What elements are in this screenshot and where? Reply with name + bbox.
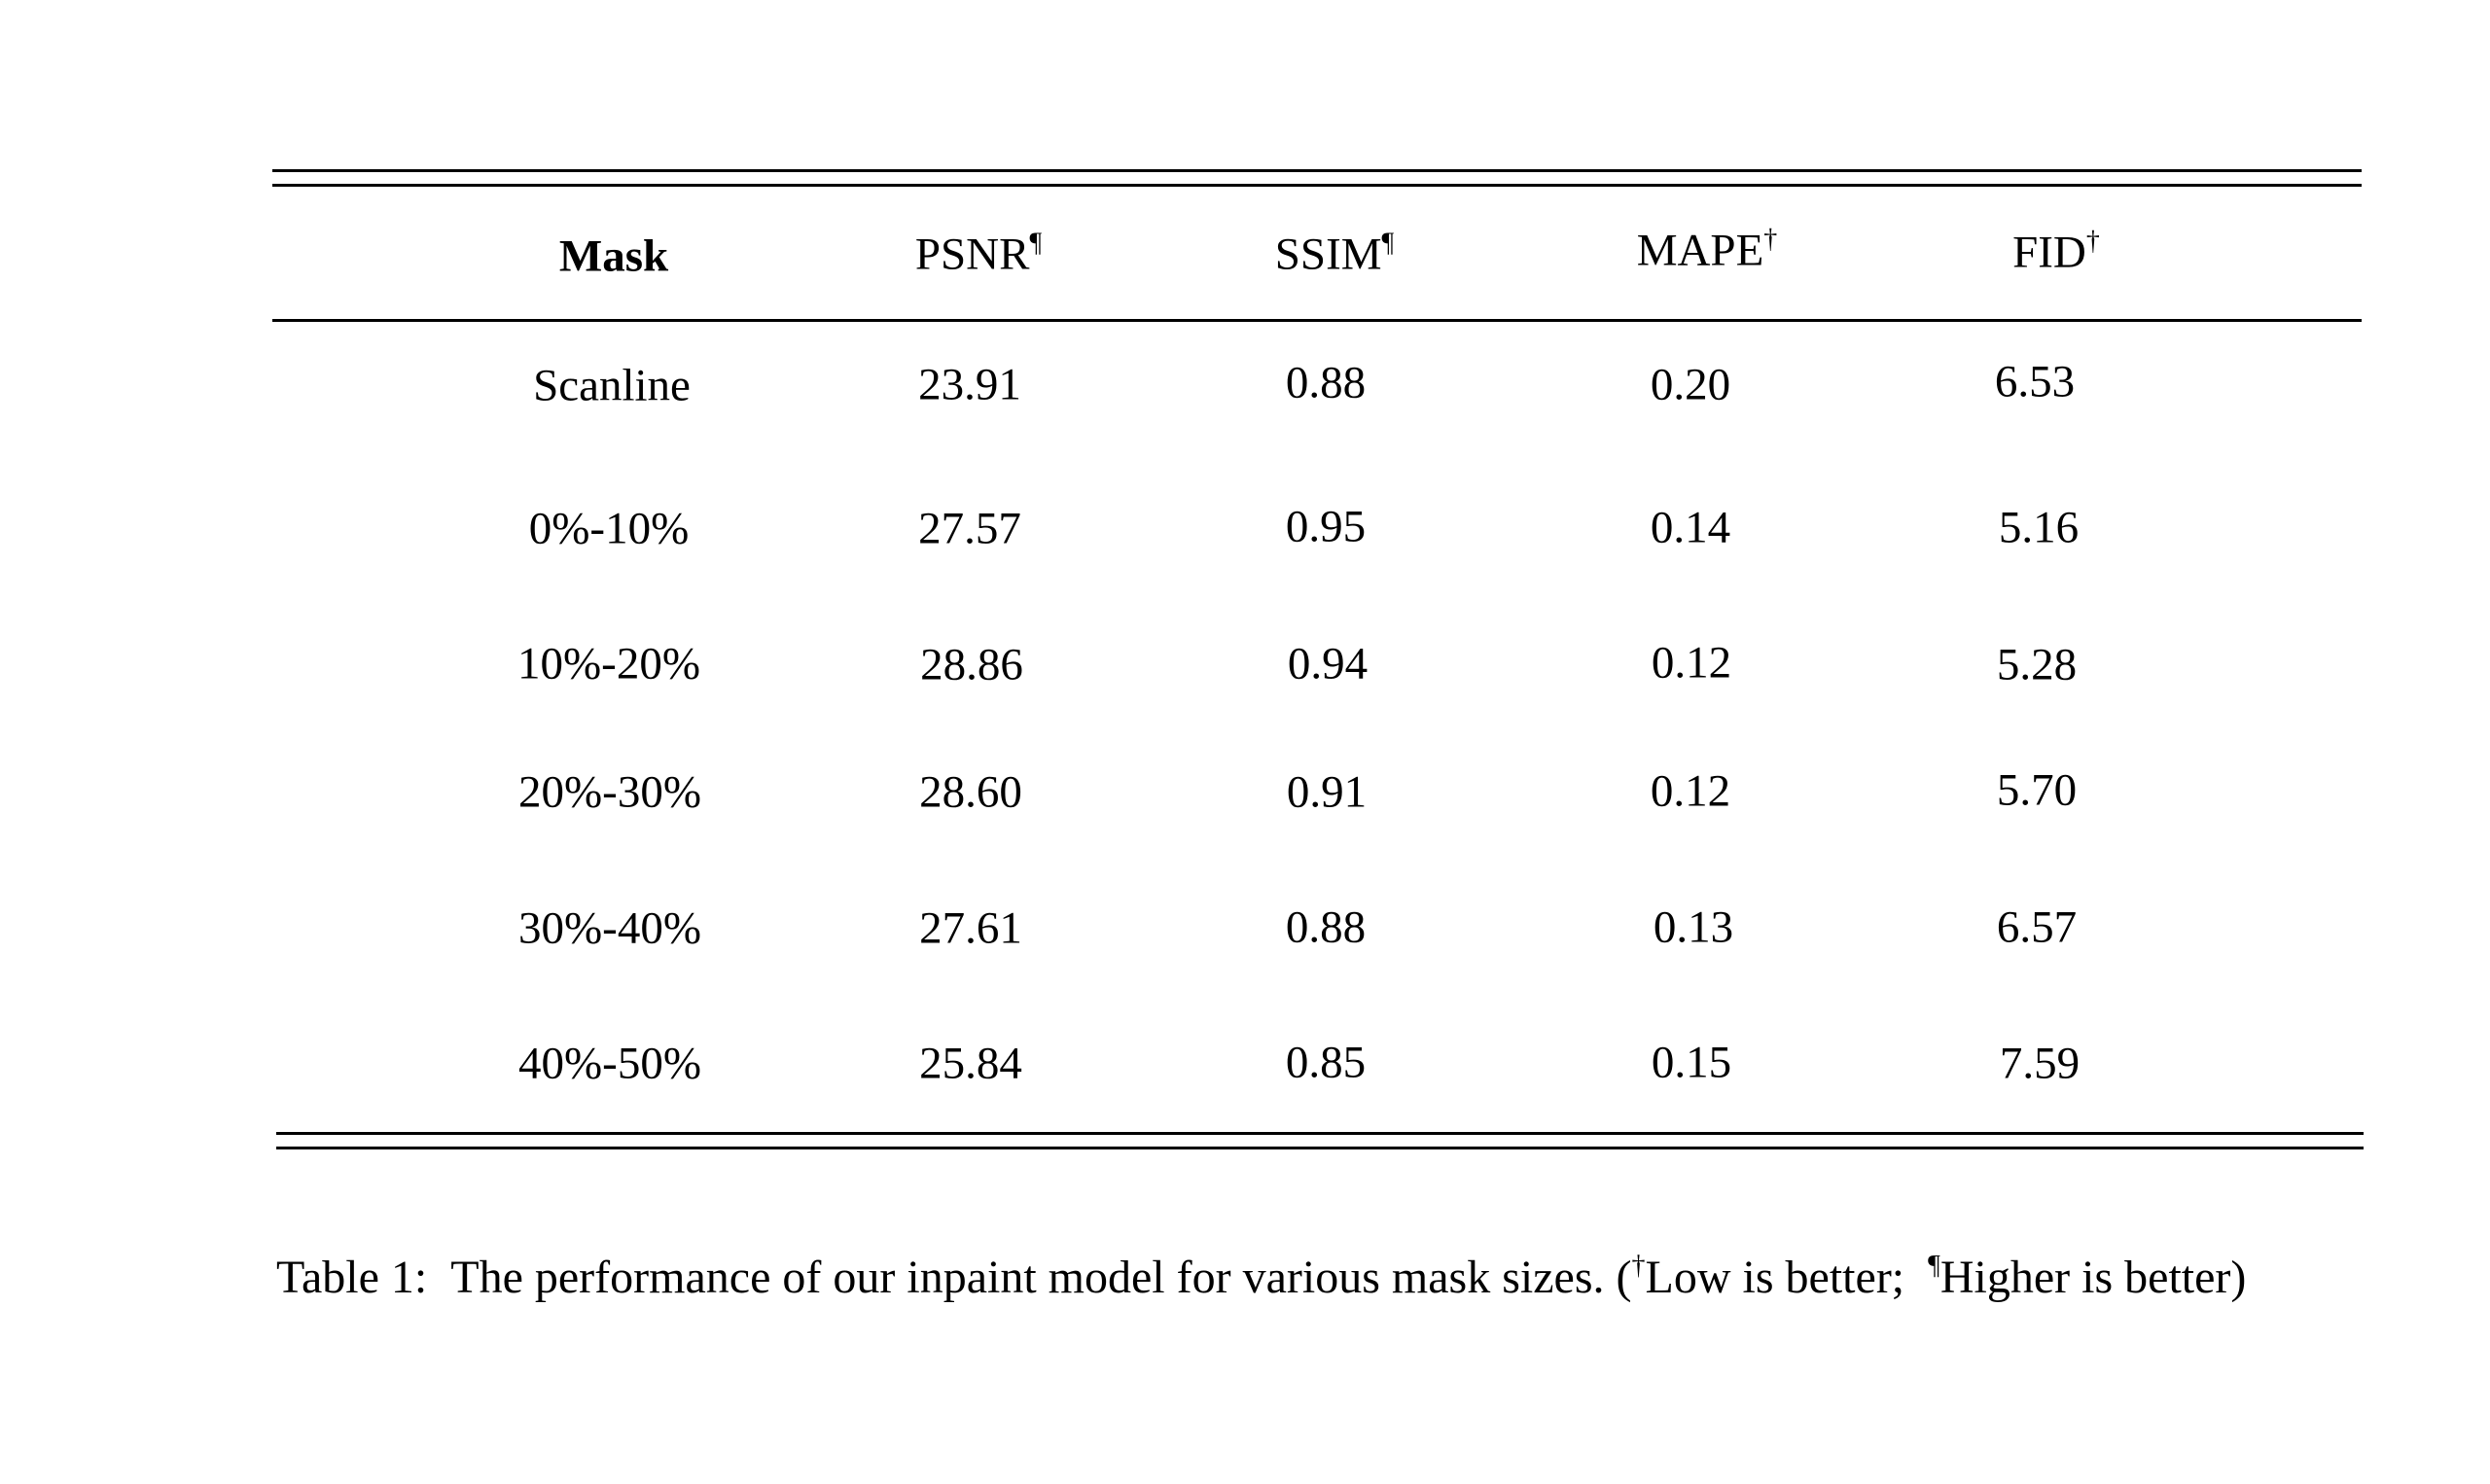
cell-mape: 0.14 xyxy=(1650,502,1731,553)
cell-mask: 20%-30% xyxy=(518,766,701,818)
cell-mape: 0.13 xyxy=(1653,901,1734,953)
cell-mape: 0.12 xyxy=(1651,637,1732,689)
cell-fid: 6.57 xyxy=(1996,901,2078,953)
cell-psnr: 23.91 xyxy=(918,359,1021,410)
table-header-rule xyxy=(272,319,2362,322)
table-top-rule-2 xyxy=(272,184,2362,187)
cell-mape: 0.12 xyxy=(1650,765,1731,817)
cell-mask: 30%-40% xyxy=(518,902,701,954)
header-ssim: SSIM¶ xyxy=(1274,228,1395,280)
caption-label: Table 1: xyxy=(276,1252,428,1303)
cell-mask: 0%-10% xyxy=(528,503,690,554)
pilcrow-mark: ¶ xyxy=(1928,1251,1940,1281)
cell-ssim: 0.85 xyxy=(1285,1037,1367,1088)
cell-mask: 40%-50% xyxy=(518,1038,701,1089)
cell-fid: 7.59 xyxy=(1999,1038,2081,1089)
cell-ssim: 0.95 xyxy=(1285,501,1367,552)
cell-mask: 10%-20% xyxy=(517,638,700,689)
cell-fid: 5.28 xyxy=(1996,639,2078,690)
cell-fid: 5.16 xyxy=(1998,502,2080,553)
header-mape: MAPE† xyxy=(1636,224,1778,276)
cell-mape: 0.15 xyxy=(1651,1037,1732,1088)
cell-psnr: 28.86 xyxy=(920,639,1023,690)
header-psnr: PSNR¶ xyxy=(914,228,1043,280)
table-bottom-rule-2 xyxy=(276,1147,2364,1149)
table-top-rule-1 xyxy=(272,169,2362,172)
cell-ssim: 0.88 xyxy=(1285,901,1367,953)
cell-mask: Scanline xyxy=(533,360,691,411)
cell-fid: 5.70 xyxy=(1996,764,2078,816)
cell-ssim: 0.94 xyxy=(1287,638,1369,689)
cell-psnr: 27.61 xyxy=(919,902,1022,954)
table-bottom-rule-1 xyxy=(276,1132,2364,1135)
cell-fid: 6.53 xyxy=(1994,356,2076,407)
cell-psnr: 28.60 xyxy=(919,766,1022,818)
caption-text: The performance of our inpaint model for various mask sizes. ( xyxy=(450,1252,1632,1303)
cell-psnr: 27.57 xyxy=(918,503,1021,554)
table-caption xyxy=(276,1251,2247,1303)
caption-low-note: Low is better; xyxy=(1645,1252,1917,1303)
cell-psnr: 25.84 xyxy=(919,1038,1022,1089)
header-mask: Mask xyxy=(558,230,669,282)
caption-high-note: Higher is better) xyxy=(1939,1252,2247,1303)
dagger-mark: † xyxy=(1631,1251,1646,1281)
header-fid: FID† xyxy=(2012,226,2100,278)
cell-ssim: 0.88 xyxy=(1285,357,1367,408)
cell-ssim: 0.91 xyxy=(1286,766,1368,818)
cell-mape: 0.20 xyxy=(1650,359,1731,410)
